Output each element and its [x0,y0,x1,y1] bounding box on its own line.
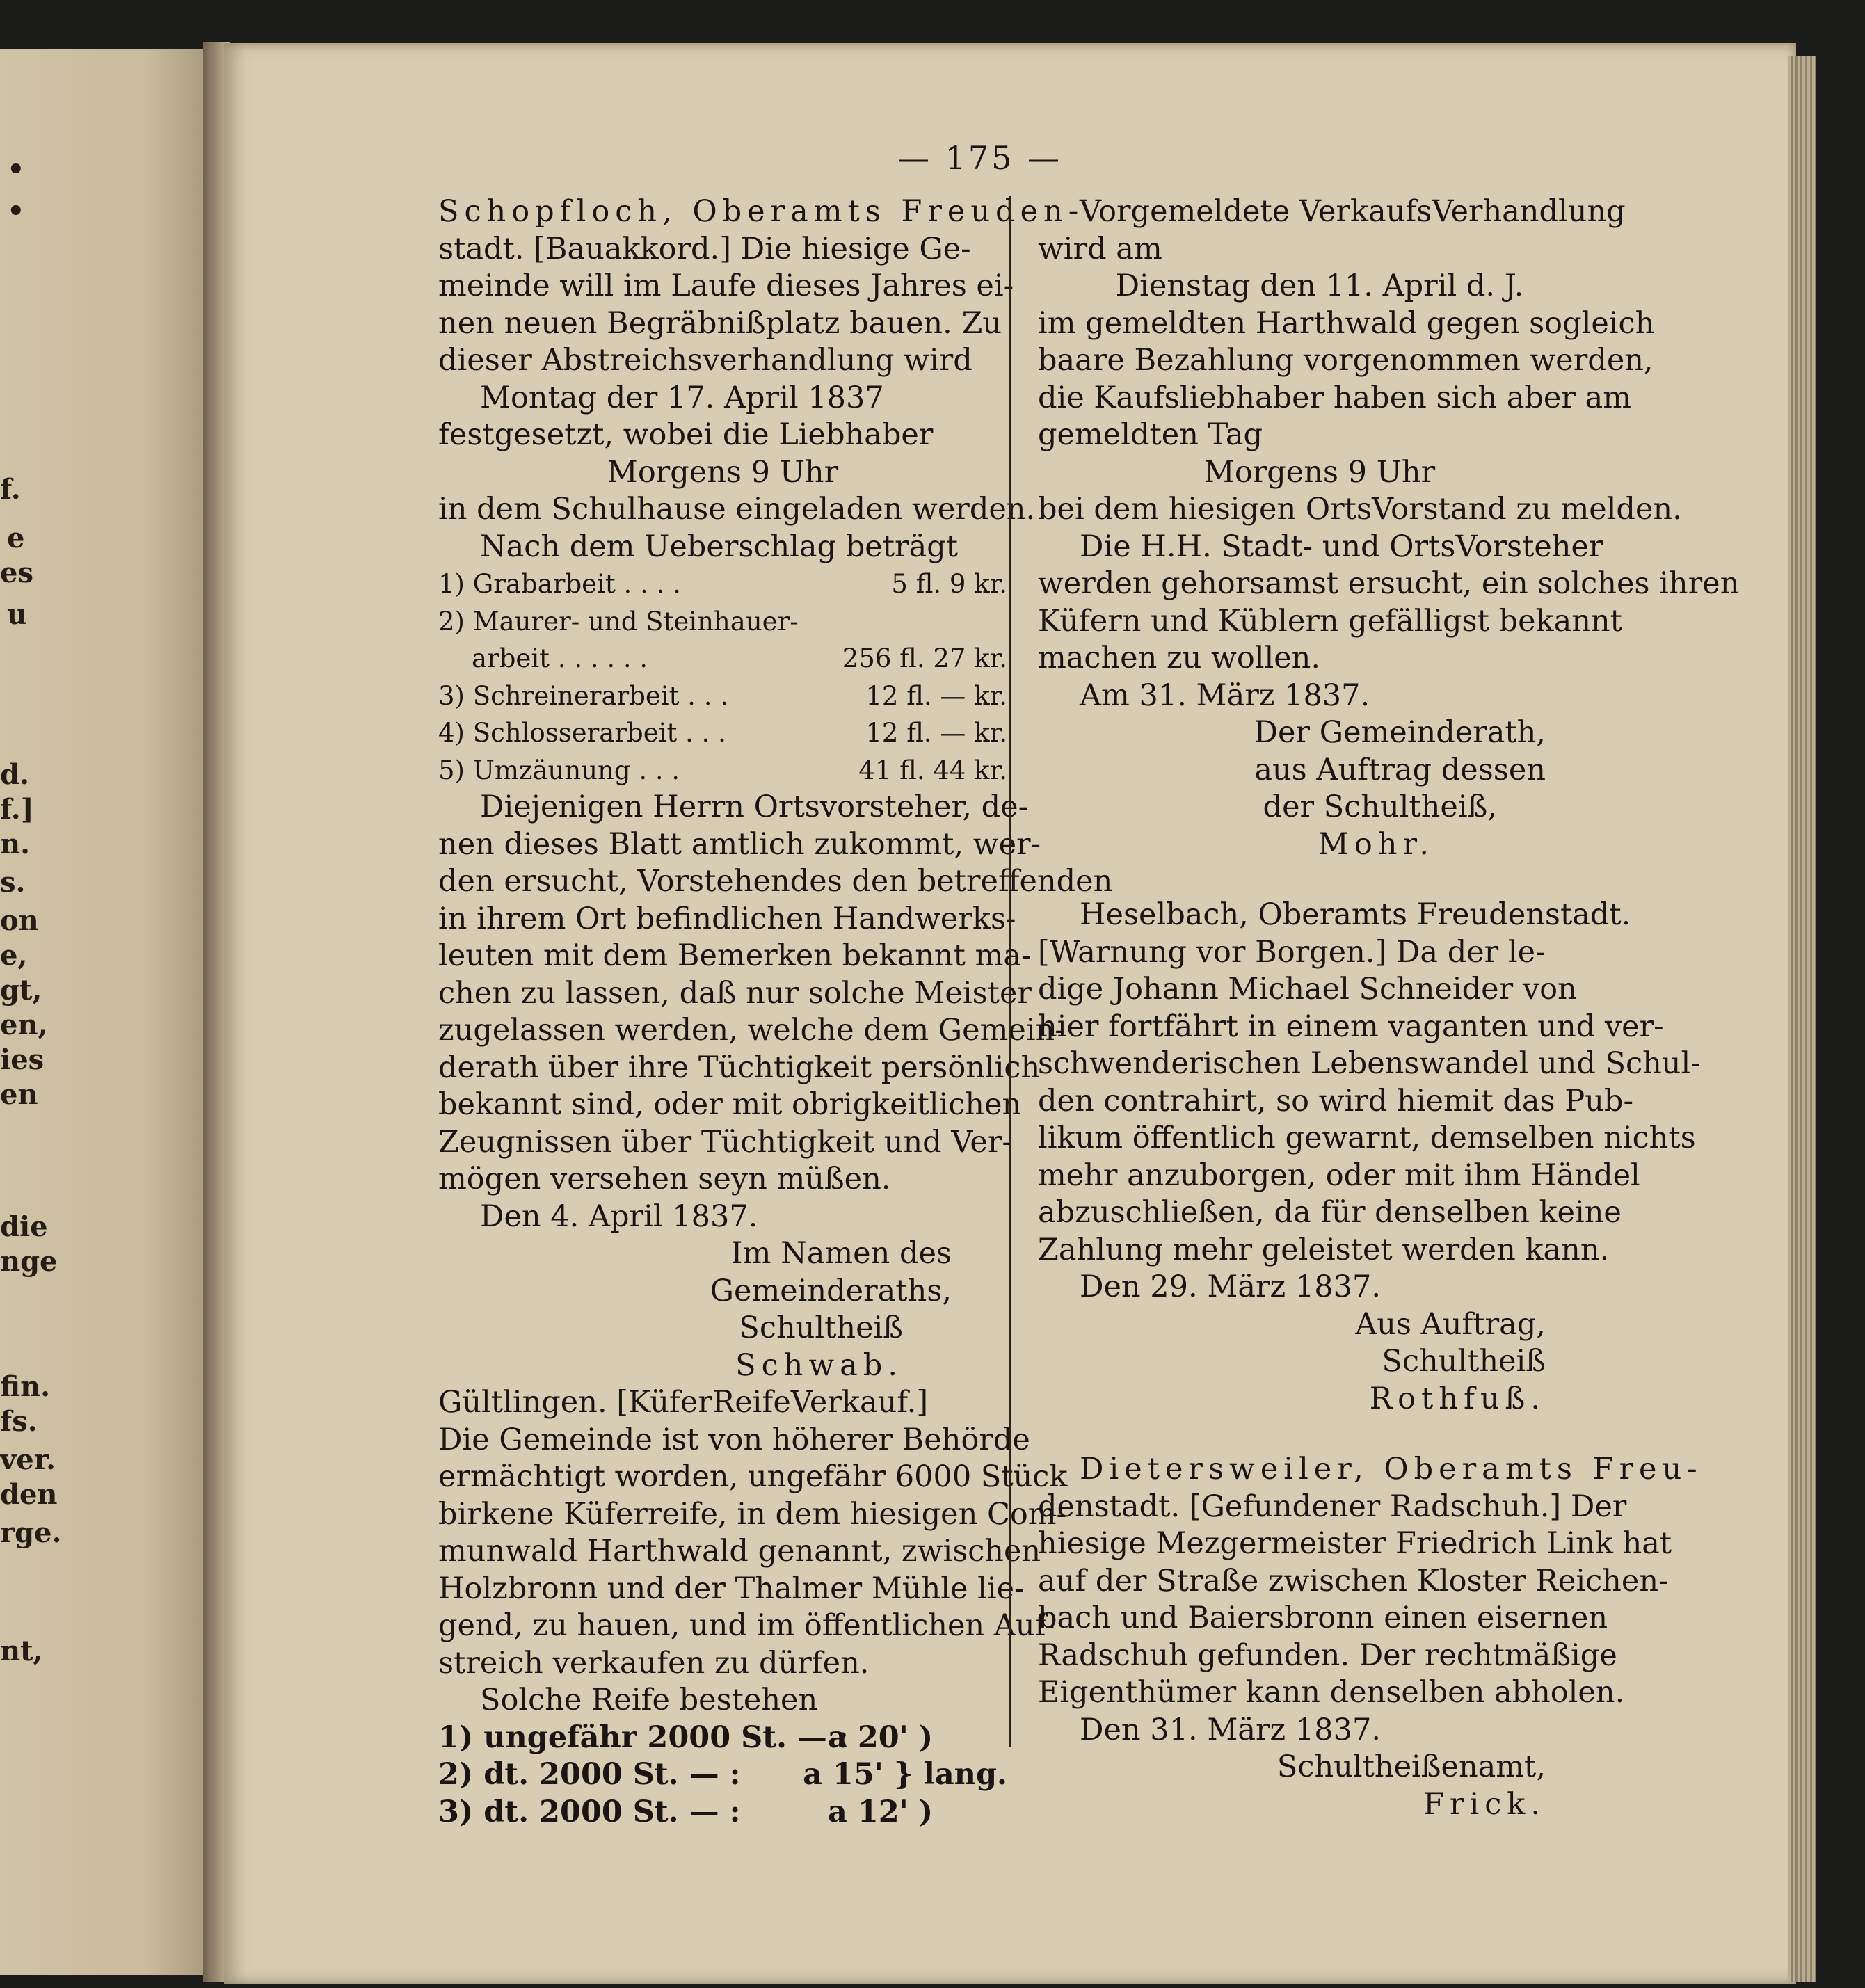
auction-time: Morgens 9 Uhr [607,454,839,490]
cost-amount: 41 fl. 44 kr. [858,755,1007,785]
notice-line: likum öffentlich gewarnt, demselben nichts [1038,1121,1696,1155]
notice-gueltlingen [438,1384,1068,1831]
notice-line: Küfern und Küblern gefälligst bekannt [1038,603,1622,639]
notice-line: gend, zu hauen, und im öffentlichen Auf- [438,1608,1055,1643]
left-page-fragment-text: ies [0,1043,45,1076]
notice-date: Den 4. April 1837. [480,1199,758,1234]
sale-time: Morgens 9 Uhr [1203,454,1436,490]
left-page-fragment-text: • [7,153,25,186]
notice-line: wird am [1038,231,1162,266]
cost-label: 5) Umzäunung . . . [438,755,680,785]
left-page-fragment-text: e, [0,939,28,972]
signature-line: Schultheiß [1382,1344,1546,1379]
page-edge [1788,56,1816,1982]
left-page-fragment-text: en [0,1078,38,1111]
left-page-fragment-text: d. [0,758,29,791]
reif-size: a 20' ) [828,1720,934,1755]
left-page-fragment-text: ver. [0,1443,56,1476]
notice-line: Die H.H. Stadt- und OrtsVorsteher [1080,529,1603,564]
cost-amount: 5 fl. 9 kr. [891,569,1007,599]
notice-line: chen zu lassen, daß nur solche Meister [438,975,1032,1011]
notice-line: festgesetzt, wobei die Liebhaber [438,417,934,452]
cost-item [438,714,1007,752]
left-page-fragment-text: nt, [0,1635,43,1667]
left-page-fragment-text: die [0,1210,48,1243]
cost-amount: 256 fl. 27 kr. [842,643,1007,673]
left-page-fragment-text: f. [0,473,21,506]
notice-line: derath über ihre Tüchtigkeit persönlich [438,1050,1041,1085]
notice-line: Diejenigen Herrn Ortsvorsteher, de- [480,789,1029,824]
signature-line: Aus Auftrag, [1355,1306,1546,1342]
cost-item [438,566,1007,603]
cost-item [438,640,1007,678]
left-page-fragment-text: n. [0,828,31,860]
notice-line: auf der Straße zwischen Kloster Reichen- [1038,1563,1669,1598]
cost-item [438,678,1007,715]
notice-line: den ersucht, Vorstehendes den betreffenden [438,864,1113,899]
signature-line: der Schultheiß, [1263,789,1497,824]
notice-line: mehr anzuborgen, oder mit ihm Händel [1038,1157,1640,1193]
notice-line: bei dem hiesigen OrtsVorstand zu melden. [1038,492,1682,527]
left-page-fragment-text: fs. [0,1405,38,1438]
signature-line: Schultheißenamt, [1276,1749,1546,1784]
left-page-fragment-text: fin. [0,1370,51,1403]
reif-item [438,1756,1007,1794]
notice-line: streich verkaufen zu dürfen. [438,1645,870,1681]
left-page-fragment-text: es [0,556,33,589]
notice-line: zugelassen werden, welche dem Gemein- [438,1013,1065,1048]
notice-line: schwenderischen Lebenswandel und Schul- [1038,1046,1701,1081]
notice-line: [Warnung vor Borgen.] Da der le- [1038,934,1546,970]
left-page-fragment-text: e [7,522,25,554]
notice-line: leuten mit dem Bemerken bekannt ma- [438,938,1032,973]
notice-line: bekannt sind, oder mit obrigkeitlichen [438,1087,1022,1122]
notice-line: abzuschließen, da für denselben keine [1038,1195,1622,1230]
signature-line: Im Namen des [730,1236,952,1271]
notice-heading: Gültlingen. [KüferReifeVerkauf.] [438,1385,929,1420]
left-page-fragment-text: s. [0,866,26,899]
notice-line: hier fortfährt in einem vaganten und ver- [1038,1009,1664,1044]
reif-label: 2) dt. 2000 St. — : [438,1757,741,1792]
signature-line: Gemeinderaths, [710,1273,952,1308]
notice-line: nen neuen Begräbnißplatz bauen. Zu [438,305,1002,341]
cost-label: 1) Grabarbeit . . . . [438,569,681,599]
notice-line: den contrahirt, so wird hiemit das Pub- [1038,1083,1633,1119]
notice-line: Die Gemeinde ist von höherer Behörde [438,1422,1030,1457]
cost-amount [772,603,1007,641]
signature-line: aus Auftrag dessen [1254,752,1546,787]
cost-item [438,603,1007,641]
notice-line: gemeldten Tag [1038,417,1263,452]
cost-label: 4) Schlosserarbeit . . . [438,718,726,748]
cost-amount: 12 fl. — kr. [865,680,1007,711]
notice-line: in ihrem Ort befindlichen Handwerks- [438,901,1016,936]
left-page-fragment-text: • [7,195,25,227]
notice-line: bach und Baiersbronn einen eisernen [1038,1601,1608,1635]
reif-label: 3) dt. 2000 St. — : [438,1794,741,1829]
signature-line: Schultheiß [739,1310,903,1345]
notice-line: hiesige Mezgermeister Friedrich Link hat [1038,1526,1672,1561]
notice-line: Vorgemeldete VerkaufsVerhandlung [1080,194,1626,229]
notice-line: im gemeldten Harthwald gegen sogleich [1038,305,1655,341]
cost-amount: 12 fl. — kr. [865,718,1007,748]
estimate-intro: Nach dem Ueberschlag beträgt [480,529,959,564]
notice-gap [1038,863,1601,897]
notice-line: mögen versehen seyn müßen. [438,1162,891,1196]
reif-size: a 15' } lang. [803,1757,1007,1792]
left-page-fragment-text: den [0,1478,58,1511]
left-page-fragment-text: on [0,904,39,937]
cost-list [438,566,1007,789]
reif-label: 1) ungefähr 2000 St. — : [438,1720,849,1755]
cost-label: arbeit . . . . . . [472,643,648,673]
signature-name: Rothfuß. [1369,1381,1546,1416]
notice-heading: Schopfloch, Oberamts Freuden- [438,194,1084,229]
notice-date: Den 29. März 1837. [1080,1269,1381,1304]
right-column [1038,193,1740,1823]
notice-line: baare Bezahlung vorgenommen werden, [1038,343,1654,378]
notice-line: birkene Küferreife, in dem hiesigen Com- [438,1496,1067,1532]
list-intro: Solche Reife bestehen [480,1683,818,1717]
reif-item [438,1794,1007,1831]
notice-line: Radschuh gefunden. Der rechtmäßige [1038,1637,1617,1673]
notice-line: die Kaufsliebhaber haben sich aber am [1038,380,1632,415]
notice-line: Zeugnissen über Tüchtigkeit und Ver- [438,1124,1012,1160]
signature-name: Schwab. [735,1347,903,1383]
sale-date: Dienstag den 11. April d. J. [1115,268,1524,303]
notice-heading: Dietersweiler, Oberamts Freu- [1080,1452,1703,1486]
notice-line: denstadt. [Gefundener Radschuh.] Der [1038,1489,1627,1524]
left-page-fragment [0,49,209,1975]
notice-line: nen dieses Blatt amtlich zukommt, wer- [438,826,1041,862]
page-number: — 175 — [897,139,1063,177]
column-rule [1009,196,1011,1747]
cost-label: 3) Schreinerarbeit . . . [438,680,729,711]
notice-date: Den 31. März 1837. [1080,1712,1381,1747]
notice-line: werden gehorsamst ersucht, ein solches ihren [1038,566,1740,601]
auction-date: Montag der 17. April 1837 [480,380,884,415]
signature-line: Der Gemeinderath, [1254,715,1546,750]
notice-line: dige Johann Michael Schneider von [1038,972,1577,1007]
left-page-fragment-text: en, [0,1009,48,1041]
notice-line: ermächtigt worden, ungefähr 6000 Stück [438,1459,1068,1494]
reif-item [438,1720,1007,1757]
notice-line: munwald Harthwald genannt, zwischen [438,1534,1041,1569]
cost-label: 2) Maurer- und Steinhauer- [438,606,799,636]
notice-date: Am 31. März 1837. [1080,678,1370,713]
left-page-fragment-text: gt, [0,974,42,1007]
notice-gap [1038,1418,1601,1451]
signature-name: Mohr. [1318,826,1434,862]
notice-line: stadt. [Bauakkord.] Die hiesige Ge- [438,231,971,266]
notice-heading: Heselbach, Oberamts Freudenstadt. [1080,897,1631,932]
notice-line: Eigenthümer kann denselben abholen. [1038,1675,1625,1710]
notice-dietersweiler [1038,1451,1703,1823]
cost-item [438,752,1007,789]
notice-verkauf-continued [1038,193,1740,863]
left-page-fragment-text: rge. [0,1516,62,1549]
notice-heselbach [1038,897,1701,1418]
left-page-fragment-text: u [7,598,28,631]
notice-line: machen zu wollen. [1038,641,1321,675]
notice-line: dieser Abstreichsverhandlung wird [438,343,972,378]
left-page-fragment-text: f.] [0,793,34,826]
notice-line: in dem Schulhause eingeladen werden. [438,492,1036,527]
reif-size: a 12' ) [828,1794,934,1829]
signature-name: Frick. [1423,1786,1546,1822]
notice-line: Zahlung mehr geleistet werden kann. [1038,1232,1610,1267]
notice-line: meinde will im Laufe dieses Jahres ei- [438,268,1014,303]
left-page-fragment-text: nge [0,1245,58,1278]
notice-line: Holzbronn und der Thalmer Mühle lie- [438,1571,1025,1606]
